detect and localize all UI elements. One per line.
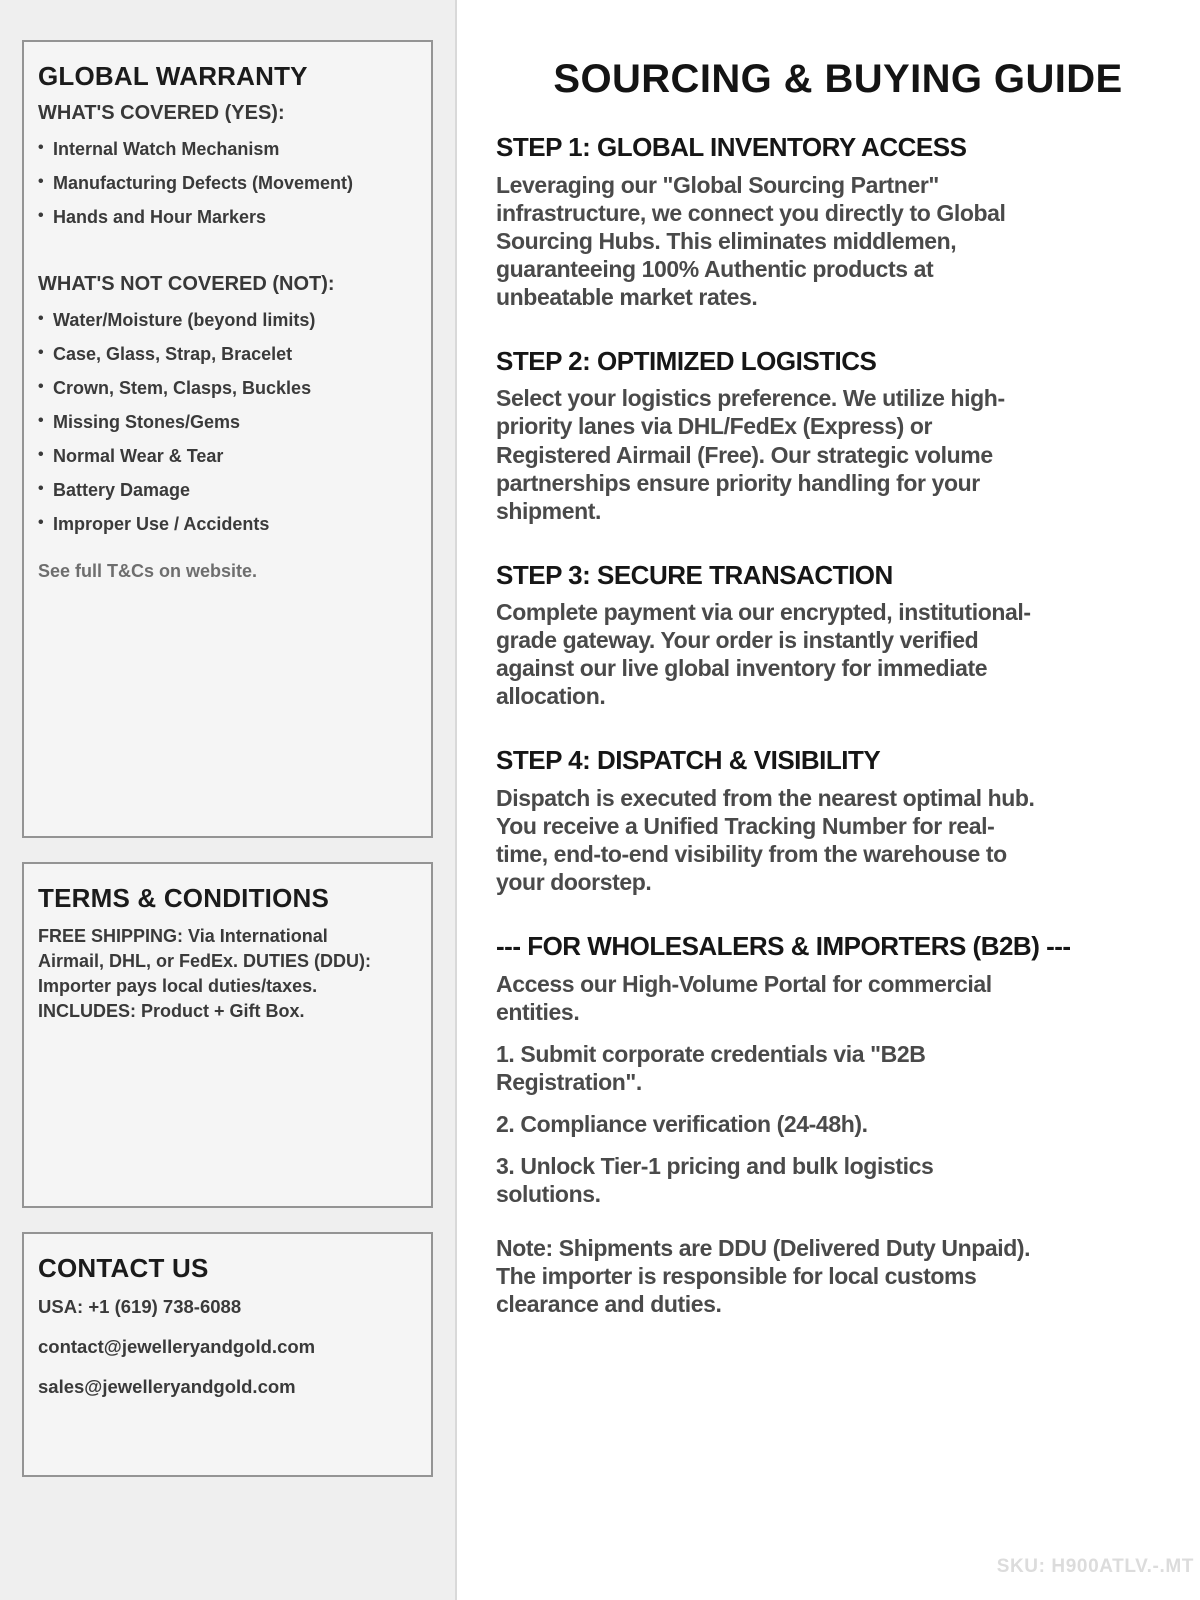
page-title: SOURCING & BUYING GUIDE — [553, 57, 1123, 101]
step-4-body: Dispatch is executed from the nearest optimal hub. You receive a Unified Tracking Number for real-time, end-to-end visibility from the warehouse to your doorstep. — [496, 785, 1035, 896]
step-3-body: Complete payment via our encrypted, institutional-grade gateway. Your order is instantly verified against our live global inventory for immediate allocation. — [496, 599, 1031, 710]
list-item: • Water/Moisture (beyond limits) — [38, 310, 417, 331]
b2b-intro: Access our High-Volume Portal for commercial entities. — [496, 970, 992, 1025]
list-item: • Case, Glass, Strap, Bracelet — [38, 344, 417, 365]
b2b-heading: --- FOR WHOLESALERS & IMPORTERS (B2B) --- — [496, 931, 1071, 962]
contact-email: contact@jewelleryandgold.com — [38, 1336, 316, 1358]
b2b-item-2: 2. Compliance verification (24-48h). — [496, 1111, 868, 1137]
warranty-footnote: See full T&Cs on website. — [38, 561, 258, 582]
step-2-section — [496, 347, 1180, 525]
b2b-note: Note: Shipments are DDU (Delivered Duty Unpaid). The importer is responsible for local customs clearance and duties. — [496, 1235, 1031, 1318]
step-2-heading: STEP 2: OPTIMIZED LOGISTICS — [496, 345, 877, 376]
contact-title: CONTACT US — [38, 1253, 209, 1283]
sidebar — [0, 0, 457, 1600]
step-1-heading: STEP 1: GLOBAL INVENTORY ACCESS — [496, 132, 967, 162]
warranty-covered-heading: WHAT'S COVERED (YES): — [38, 101, 285, 124]
warranty-title: GLOBAL WARRANTY — [38, 61, 308, 91]
sales-email: sales@jewelleryandgold.com — [38, 1376, 296, 1398]
list-item: • Battery Damage — [38, 480, 417, 501]
warranty-not-covered-heading: WHAT'S NOT COVERED (NOT): — [38, 273, 335, 296]
main-content — [457, 0, 1200, 1600]
terms-title: TERMS & CONDITIONS — [38, 883, 330, 913]
step-3-heading: STEP 3: SECURE TRANSACTION — [496, 559, 893, 590]
list-item: • Internal Watch Mechanism — [38, 139, 417, 160]
sku-label: SKU: H900ATLV.-.MT — [996, 1556, 1194, 1577]
step-1-section — [496, 133, 1180, 311]
step-1-body: Leveraging our "Global Sourcing Partner" infrastructure, we connect you directly to Global Sourcing Hubs. This eliminates middlemen, guaranteeing 100% Authentic products at unbeatable market rates. — [496, 171, 1006, 310]
list-item: • Crown, Stem, Clasps, Buckles — [38, 378, 417, 399]
warranty-box — [22, 40, 433, 838]
step-3-section — [496, 561, 1180, 711]
b2b-item-3: 3. Unlock Tier-1 pricing and bulk logistics solutions. — [496, 1153, 934, 1208]
contact-phone: USA: +1 (619) 738-6088 — [38, 1295, 242, 1317]
contact-box — [22, 1232, 433, 1477]
b2b-section — [496, 932, 1180, 1318]
list-item: • Hands and Hour Markers — [38, 207, 417, 228]
step-4-section — [496, 746, 1180, 896]
step-2-body: Select your logistics preference. We utilize high-priority lanes via DHL/FedEx (Express) or Registered Airmail (Free). Our strategic volume partnerships ensure priority handling for your shipment. — [496, 385, 1005, 524]
list-item: • Improper Use / Accidents — [38, 514, 417, 535]
warranty-not-covered-list — [38, 310, 417, 535]
list-item: • Missing Stones/Gems — [38, 412, 417, 433]
warranty-covered-list — [38, 139, 417, 228]
step-4-heading: STEP 4: DISPATCH & VISIBILITY — [496, 745, 881, 776]
list-item: • Normal Wear & Tear — [38, 446, 417, 467]
list-item: • Manufacturing Defects (Movement) — [38, 173, 417, 194]
b2b-item-1: 1. Submit corporate credentials via "B2B Registration". — [496, 1040, 926, 1095]
terms-box — [22, 862, 433, 1208]
terms-body: FREE SHIPPING: Via International Airmail, DHL, or FedEx. DUTIES (DDU): Importer pays local duties/taxes. INCLUDES: Product + Gift Box. — [38, 925, 372, 1021]
